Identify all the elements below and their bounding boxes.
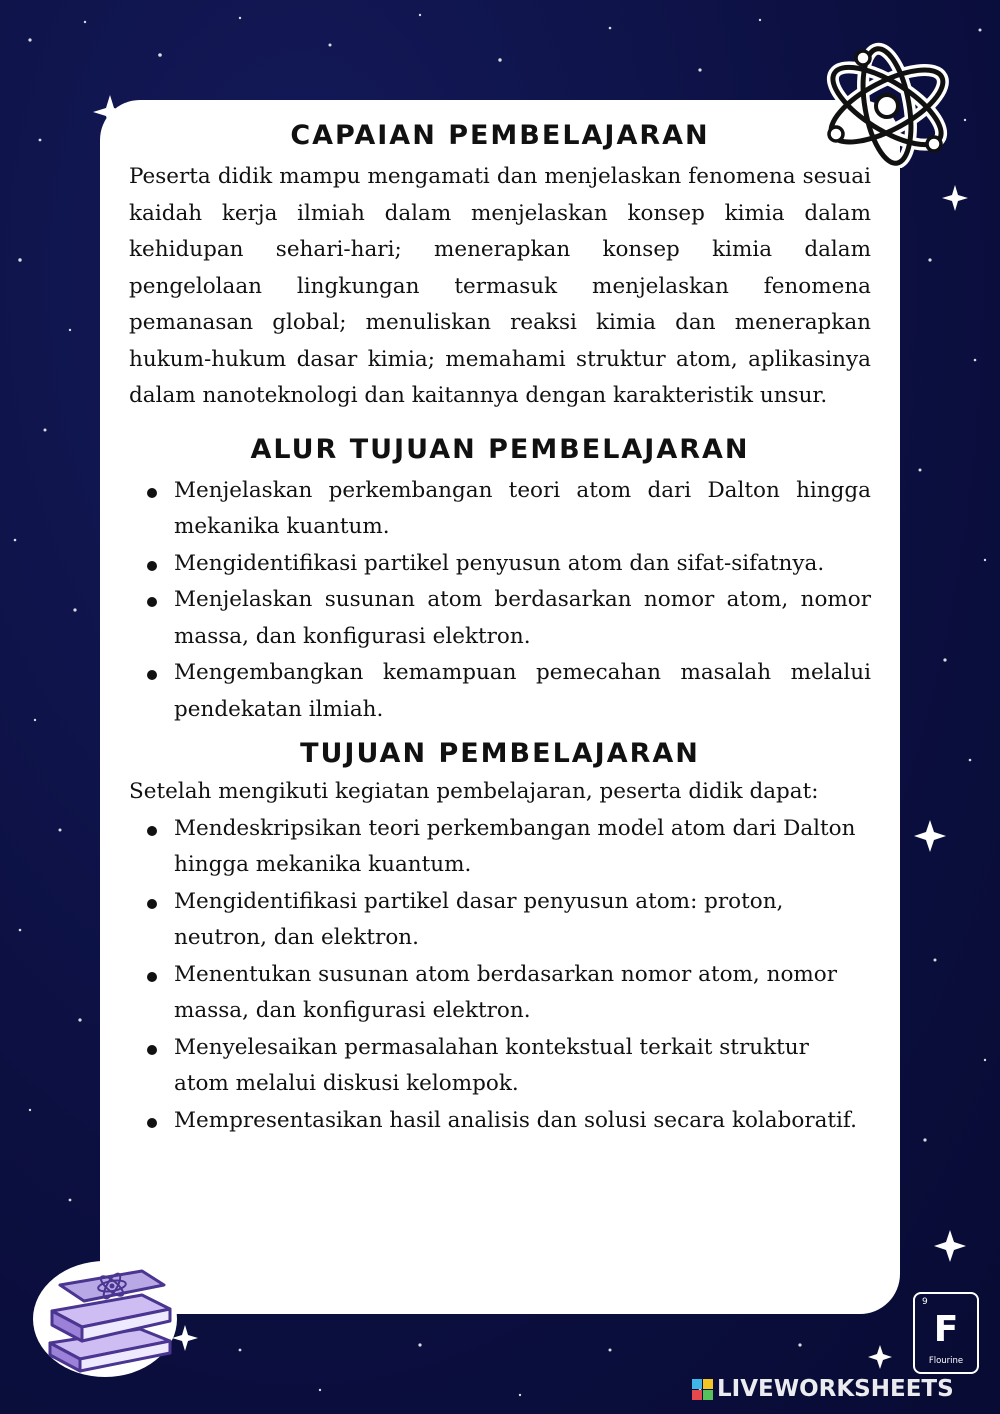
list-item: Mengembangkan kemampuan pemecahan masalah melalui pendekatan ilmiah.: [174, 655, 871, 728]
tujuan-title: TUJUAN PEMBELAJARAN: [300, 738, 700, 769]
liveworksheets-watermark: [692, 1374, 954, 1404]
element-symbol: F: [933, 1309, 959, 1350]
list-item: Menentukan susunan atom berdasarkan nomor atom, nomor massa, dan konfigurasi elektron.: [174, 957, 864, 1030]
list-item: Mengidentifikasi partikel dasar penyusun atom: proton, neutron, dan elektron.: [174, 884, 864, 957]
tujuan-list: [129, 811, 864, 1140]
tujuan-intro: Setelah mengikuti kegiatan pembelajaran, peserta didik dapat:: [129, 779, 819, 804]
atom-book-stack-icon: [30, 1255, 180, 1380]
capaian-title: CAPAIAN PEMBELAJARAN: [290, 120, 710, 151]
list-item: Mendeskripsikan teori perkembangan model atom dari Dalton hingga mekanika kuantum.: [174, 811, 864, 884]
alur-list: [129, 473, 871, 729]
list-item: Menjelaskan perkembangan teori atom dari Dalton hingga mekanika kuantum.: [174, 473, 871, 546]
element-badge: [913, 1292, 979, 1374]
list-item: Menjelaskan susunan atom berdasarkan nomor atom, nomor massa, dan konfigurasi elektron.: [174, 582, 871, 655]
list-item: Mempresentasikan hasil analisis dan solusi secara kolaboratif.: [174, 1103, 864, 1140]
alur-title: ALUR TUJUAN PEMBELAJARAN: [250, 433, 750, 465]
worksheet-content: [129, 116, 871, 1139]
liveworksheets-logo-icon: [692, 1379, 713, 1400]
capaian-body: Peserta didik mampu mengamati dan menjelaskan fenomena sesuai kaidah kerja ilmiah dalam menjelaskan konsep kimia dalam kehidupan sehari-hari; menerapkan konsep kimia dalam pengelolaan lingkungan termasuk menjelaskan fenomena pemanasan global; menuliskan reaksi kimia dan menerapkan hukum-hukum dasar kimia; memahami struktur atom, aplikasinya dalam nanoteknologi dan kaitannya dengan karakteristik unsur.: [129, 164, 871, 408]
list-item: Menyelesaikan permasalahan kontekstual terkait struktur atom melalui diskusi kelompok.: [174, 1030, 864, 1103]
list-item: Mengidentifikasi partikel penyusun atom dan sifat-sifatnya.: [174, 546, 871, 583]
element-name: Flourine: [928, 1356, 964, 1366]
element-number: 9: [922, 1297, 928, 1307]
watermark-text: LIVEWORKSHEETS: [717, 1376, 954, 1402]
